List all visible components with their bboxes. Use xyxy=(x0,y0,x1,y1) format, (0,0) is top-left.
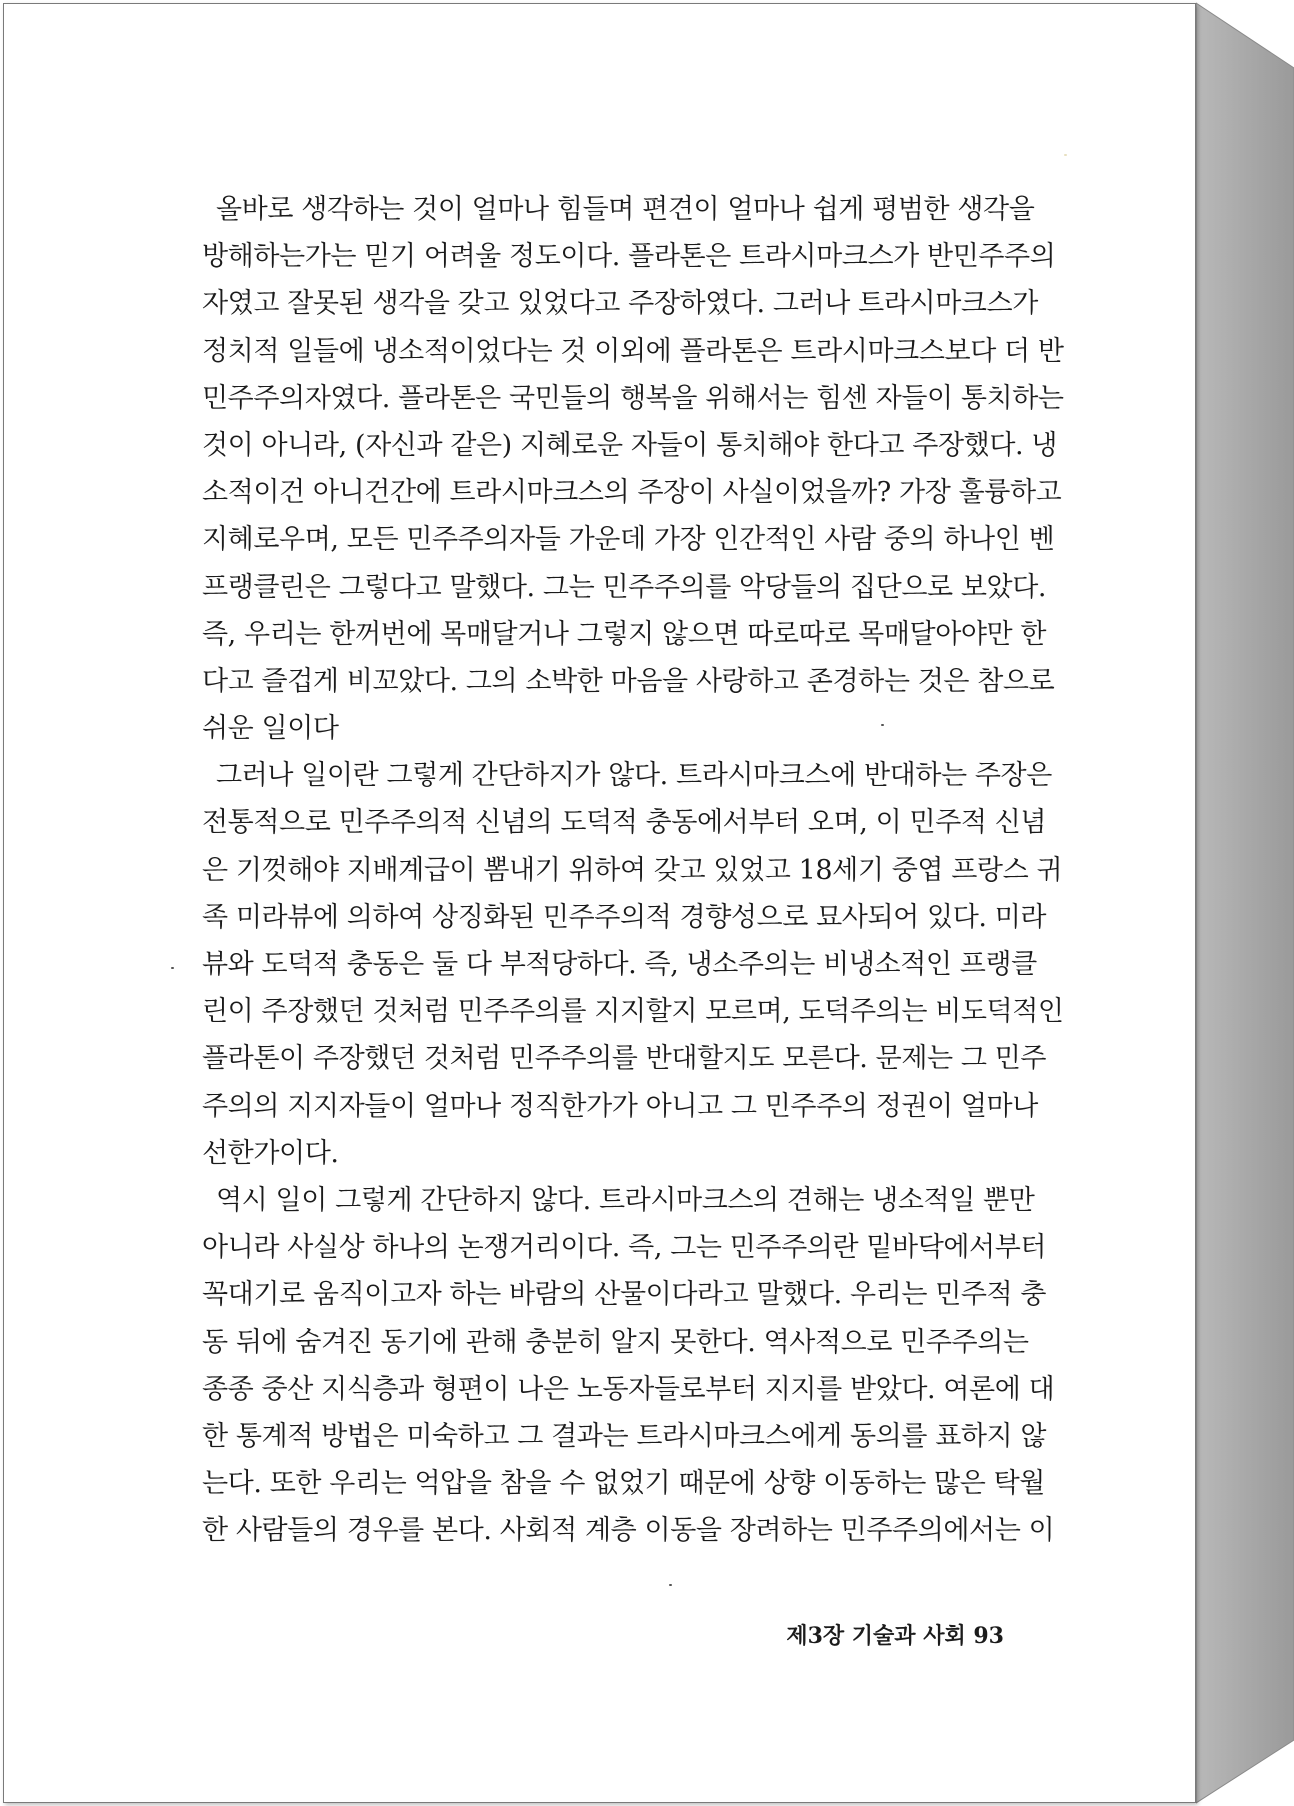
text-line: 한 통계적 방법은 미숙하고 그 결과는 트라시마크스에게 동의를 표하지 않 xyxy=(202,1420,1047,1452)
page-number: 93 xyxy=(973,1623,1004,1649)
text-line: 프랭클린은 그렇다고 말했다. 그는 민주주의를 악당들의 집단으로 보았다. xyxy=(202,571,1047,603)
text-line: 민주주의자였다. 플라톤은 국민들의 행복을 위해서는 힘센 자들이 통치하는 xyxy=(202,382,1064,414)
scan-speck xyxy=(881,724,884,726)
text-line: 린이 주장했던 것처럼 민주주의를 지지할지 모르며, 도덕주의는 비도덕적인 xyxy=(202,996,1064,1028)
book-page xyxy=(3,3,1196,1803)
text-line: 주의의 지지자들이 얼마나 정직한가가 아니고 그 민주주의 정권이 얼마나 xyxy=(202,1090,1038,1122)
text-line: 종종 중산 지식층과 형편이 나은 노동자들로부터 지지를 받았다. 여론에 대 xyxy=(202,1373,1055,1405)
text-line: 은 기껏해야 지배계급이 뽐내기 위하여 갖고 있었고 18세기 중엽 프랑스 귀 xyxy=(202,854,1063,886)
text-line: 동 뒤에 숨겨진 동기에 관해 충분히 알지 못한다. 역사적으로 민주주의는 xyxy=(202,1326,1029,1358)
text-line: 쉬운 일이다 xyxy=(202,713,339,745)
text-line: 플라톤이 주장했던 것처럼 민주주의를 반대할지도 모른다. 문제는 그 민주 xyxy=(202,1043,1047,1075)
body-text xyxy=(202,186,1064,1554)
text-line: 방해하는가는 믿기 어려울 정도이다. 플라톤은 트라시마크스가 반민주주의 xyxy=(202,241,1056,273)
text-line: 소적이건 아니건간에 트라시마크스의 주장이 사실이었을까? 가장 훌륭하고 xyxy=(202,477,1062,509)
book-edge-3d xyxy=(1196,0,1294,1806)
text-line: 꼭대기로 움직이고자 하는 바람의 산물이다라고 말했다. 우리는 민주적 충 xyxy=(202,1279,1047,1311)
text-line: 역시 일이 그렇게 간단하지 않다. 트라시마크스의 견해는 냉소적일 뿐만 xyxy=(216,1184,1035,1216)
chapter-title: 제3장 기술과 사회 xyxy=(786,1623,966,1649)
scan-speck xyxy=(1064,154,1067,156)
text-line: 전통적으로 민주주의적 신념의 도덕적 충동에서부터 오며, 이 민주적 신념 xyxy=(202,807,1047,839)
text-line: 정치적 일들에 냉소적이었다는 것 이외에 플라톤은 트라시마크스보다 더 반 xyxy=(202,335,1064,367)
text-line: 올바로 생각하는 것이 얼마나 힘들며 편견이 얼마나 쉽게 평범한 생각을 xyxy=(216,194,1035,225)
text-line: 그러나 일이란 그렇게 간단하지가 않다. 트라시마크스에 반대하는 주장은 xyxy=(216,760,1052,792)
text-line: 뷰와 도덕적 충동은 둘 다 부적당하다. 즉, 냉소주의는 비냉소적인 프랭클 xyxy=(202,949,1037,980)
page-footer xyxy=(754,1619,1004,1650)
scan-speck xyxy=(171,967,174,969)
text-line: 다고 즐겁게 비꼬았다. 그의 소박한 마음을 사랑하고 존경하는 것은 참으로 xyxy=(202,665,1055,697)
text-line: 족 미라뷰에 의하여 상징화된 민주주의적 경향성으로 묘사되어 있다. 미라 xyxy=(202,901,1047,933)
text-line: 선한가이다. xyxy=(202,1137,339,1169)
text-line: 것이 아니라, (자신과 같은) 지혜로운 자들이 통치해야 한다고 주장했다. 냉 xyxy=(202,429,1058,461)
text-line: 는다. 또한 우리는 억압을 참을 수 없었기 때문에 상향 이동하는 많은 탁월 xyxy=(202,1468,1045,1500)
text-line: 지혜로우며, 모든 민주주의자들 가운데 가장 인간적인 사람 중의 하나인 벤 xyxy=(202,524,1055,556)
text-line: 한 사람들의 경우를 본다. 사회적 계층 이동을 장려하는 민주주의에서는 이 xyxy=(202,1515,1055,1547)
text-line: 자였고 잘못된 생각을 갖고 있었다고 주장하였다. 그러나 트라시마크스가 xyxy=(202,288,1038,320)
scan-speck xyxy=(669,1584,672,1586)
text-line: 아니라 사실상 하나의 논쟁거리이다. 즉, 그는 민주주의란 밑바닥에서부터 xyxy=(202,1232,1047,1264)
text-line: 즉, 우리는 한꺼번에 목매달거나 그렇지 않으면 따로따로 목매달아야만 한 xyxy=(202,618,1047,650)
